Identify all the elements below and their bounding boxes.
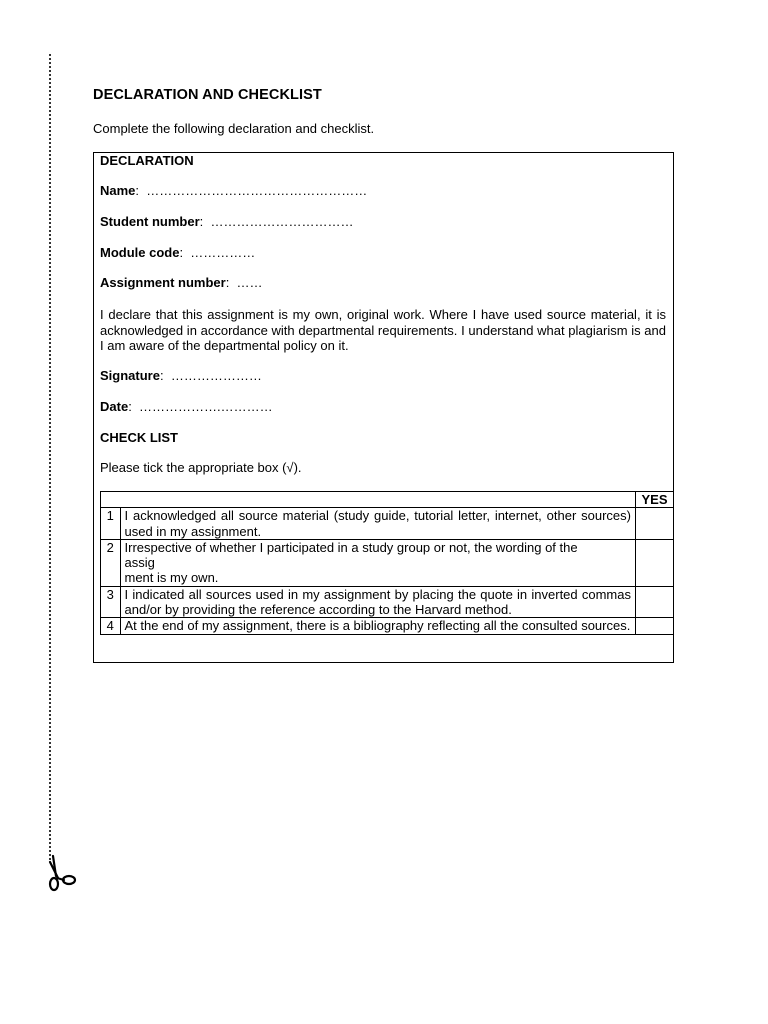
intro-text: Complete the following declaration and checklist.	[93, 121, 375, 136]
item-text: At the end of my assignment, there is a bibliography reflecting all the consulted sources.	[120, 618, 635, 634]
item-number: 1	[101, 508, 121, 540]
date-dots: ……………….…………	[139, 399, 273, 414]
signature-field[interactable]: Signature: …………………	[100, 368, 262, 383]
header-empty-cell	[101, 492, 636, 508]
declaration-statement: I declare that this assignment is my own, original work. Where I have used source material, it is acknowledged in accordance with departmental requirements. I understand what plagiarism is and I am aware of the departmental policy on it.	[100, 307, 666, 353]
table-row	[101, 508, 674, 540]
assignment-number-dots: ……	[236, 275, 263, 290]
declaration-box	[93, 152, 674, 663]
item-number: 3	[101, 586, 121, 618]
table-row	[101, 586, 674, 618]
item-text: I indicated all sources used in my assignment by placing the quote in inverted commas and/or by providing the reference according to the Harvard method.	[120, 586, 635, 618]
scissors-icon	[44, 854, 78, 894]
page-title: DECLARATION AND CHECKLIST	[93, 87, 322, 103]
module-code-label: Module code	[100, 245, 180, 260]
yes-header: YES	[635, 492, 673, 508]
module-code-field[interactable]: Module code: ……………	[100, 245, 256, 260]
table-header-row	[101, 492, 674, 508]
signature-dots: …………………	[170, 368, 262, 383]
module-code-dots: ……………	[190, 245, 256, 260]
table-row	[101, 539, 674, 586]
name-label: Name	[100, 183, 136, 198]
item-text: Irrespective of whether I participated in a study group or not, the wording of the assig ment is my own.	[120, 539, 635, 586]
date-field[interactable]: Date: ……………….…………	[100, 399, 273, 414]
assignment-number-field[interactable]: Assignment number: ……	[100, 275, 263, 290]
name-dots: ……………………………………………	[146, 183, 368, 198]
student-number-label: Student number	[100, 214, 200, 229]
checklist-table	[100, 491, 674, 635]
yes-tick-box[interactable]	[635, 508, 673, 540]
cut-line	[49, 54, 51, 860]
declaration-title: DECLARATION	[100, 153, 194, 168]
table-row	[101, 618, 674, 634]
assignment-number-label: Assignment number	[100, 275, 226, 290]
student-number-field[interactable]: Student number: ……………………………	[100, 214, 354, 229]
item-number: 2	[101, 539, 121, 586]
student-number-dots: ……………………………	[210, 214, 354, 229]
yes-tick-box[interactable]	[635, 618, 673, 634]
signature-label: Signature	[100, 368, 160, 383]
name-field[interactable]: Name: ……………………………………………	[100, 183, 368, 198]
item-number: 4	[101, 618, 121, 634]
yes-tick-box[interactable]	[635, 586, 673, 618]
checklist-title: CHECK LIST	[100, 430, 178, 445]
checklist-instruction: Please tick the appropriate box (√).	[100, 460, 302, 475]
yes-tick-box[interactable]	[635, 539, 673, 586]
item-text: I acknowledged all source material (study guide, tutorial letter, internet, other sources) used in my assignment.	[120, 508, 635, 540]
date-label: Date	[100, 399, 129, 414]
